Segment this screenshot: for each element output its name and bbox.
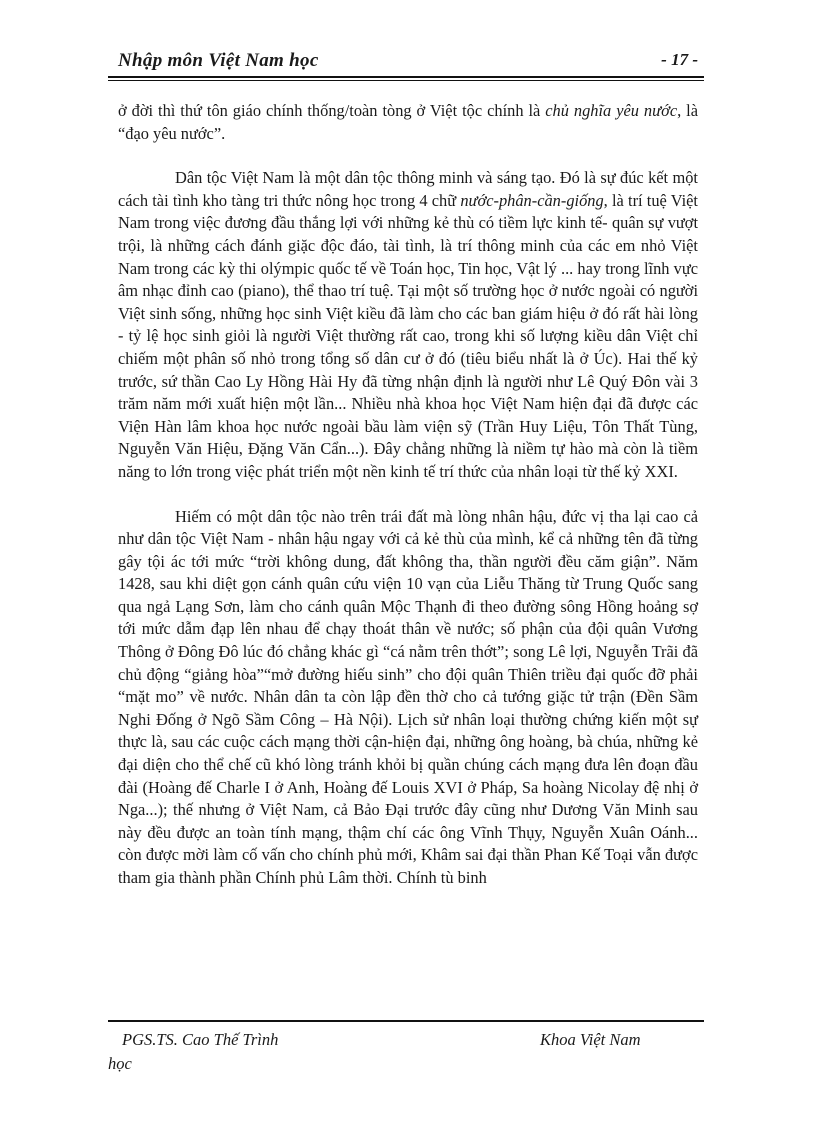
page-body xyxy=(118,100,698,890)
header-divider xyxy=(108,76,704,78)
text-run: Dân tộc Việt Nam là một dân tộc thông minh và sáng tạo. Đó là sự đúc kết một cách tài tình kho tàng tri thức nông học trong 4 chữ xyxy=(118,168,698,210)
italic-text-run: nước-phân-cần-giống xyxy=(460,190,604,210)
paragraph-2 xyxy=(118,167,698,483)
header-divider-thin xyxy=(108,80,704,81)
paragraph-3 xyxy=(118,506,698,890)
italic-text-run: chủ nghĩa yêu nước xyxy=(545,101,678,120)
footer-department: Khoa Việt Nam xyxy=(540,1030,641,1049)
text-run: ở đời thì thứ tôn giáo chính thống/toàn tòng ở Việt tộc chính là xyxy=(118,101,546,120)
page-header xyxy=(118,48,698,76)
page-number: - 17 - xyxy=(661,50,698,69)
text-run: , là trí tuệ Việt Nam trong việc đương đầu thắng lợi với những kẻ thù có tiềm lực kinh tế- quân sự vượt trội, là những cách đánh giặc độc đáo, tài tình, là trí thông minh của các em nhỏ Việt Nam trong các kỳ thi olýmpic quốc tế về Toán học, Tin học, Vật lý ... hay trong lĩnh vực âm nhạc đỉnh cao (piano), thể thao trí tuệ. Tại một số trường học ở nước ngoài có người Việt sinh sống, những học sinh Việt kiều đã làm cho các ban giám hiệu ở đó rất hài lòng - tỷ lệ học sinh giỏi là người Việt thường rất cao, trong khi số lượng kiều dân Việt chỉ chiếm một phân số nhỏ trong tổng số dân cư ở đó (tiêu biểu nhất là ở Úc). Hai thế kỷ trước, sứ thần Cao Ly Hồng Hài Hy đã từng nhận định là người như Lê Quý Đôn vài 3 trăm năm mới xuất hiện một lần... Nhiều nhà khoa học Việt Nam hiện đại đã được các Viện Hàn lâm khoa học nước ngoài bầu làm viện sỹ (Trần Huy Liệu, Tôn Thất Tùng, Nguyễn Văn Hiệu, Đặng Văn Cẩn...). Đây chẳng những là niềm tự hào mà còn là tiềm năng to lớn trong việc phát triển một nền kinh tế trí thức của nhân loại từ thế kỷ XXI. xyxy=(118,190,698,481)
footer-author: PGS.TS. Cao Thế Trình xyxy=(122,1030,279,1049)
footer-divider xyxy=(108,1020,704,1022)
footer-author-wrap: học xyxy=(108,1054,132,1073)
paragraph-1 xyxy=(118,100,698,145)
running-title: Nhập môn Việt Nam học xyxy=(118,50,319,71)
text-run: Hiếm có một dân tộc nào trên trái đất mà lòng nhân hậu, đức vị tha lại cao cả như dân tộc Việt Nam - nhân hậu ngay với cả kẻ thù của mình, kể cả những tên đã từng gây tội ác tới mức “trời không dung, đất không tha, thần người đều căm giận”. Năm 1428, sau khi diệt gọn cánh quân cứu viện 10 vạn của Liễu Thăng từ Trung Quốc sang qua ngả Lạng Sơn, làm cho cánh quân Mộc Thạnh đi theo đường sông Hồng hoảng sợ tới mức dẫm đạp lên nhau để chạy thoát thân về nước; số phận của đội quân Vương Thông ở Đông Đô lúc đó chẳng khác gì “cá nằm trên thớt”; song Lê lợi, Nguyễn Trãi đã chủ động “giảng hòa”“mở đường hiếu sinh” cho đội quân Thiên triều đại quốc đỡ phải “mặt mo” về nước. Nhân dân ta còn lập đền thờ cho cả tướng giặc tử trận (Đền Sầm Nghi Đống ở Ngõ Sầm Công – Hà Nội). Lịch sử nhân loại thường chứng kiến một sự thực là, sau các cuộc cách mạng thời cận-hiện đại, những ông hoàng, bà chúa, những kẻ đại diện cho thể chế cũ khó lòng tránh khỏi bị quần chúng cách mạng đưa lên đoạn đầu đài (Hoàng đế Charle I ở Anh, Hoàng đế Louis XVI ở Pháp, Sa hoàng Nicolay đệ nhị ở Nga...); thế nhưng ở Việt Nam, cả Bảo Đại trước đây cũng như Dương Văn Minh sau này đều được an toàn tính mạng, thậm chí các ông Vĩnh Thụy, Nguyễn Xuân Oánh... còn được mời làm cố vấn cho chính phủ mới, Khâm sai đại thần Phan Kế Toại vẫn được tham gia thành phần Chính phủ Lâm thời. Chính tù binh xyxy=(118,506,698,887)
text-run: , là “đạo yêu nước”. xyxy=(118,101,698,143)
